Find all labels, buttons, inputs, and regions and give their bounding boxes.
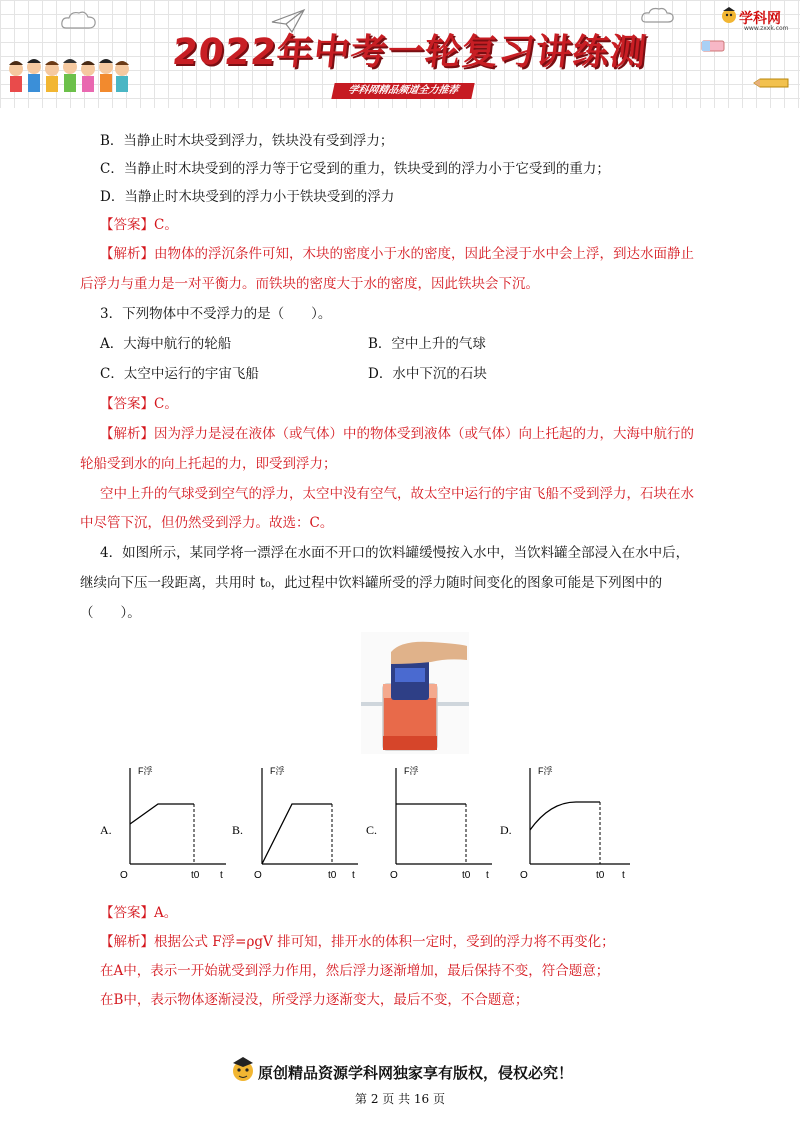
- q3-option-c: C．太空中运行的宇宙飞船: [100, 366, 259, 382]
- question-4-stem-line-1: 4．如图所示，某同学将一漂浮在水面不开口的饮料罐缓慢按入水中，当饮料罐全部浸入在水中后，: [100, 545, 690, 561]
- graph-t0-label: t0: [596, 870, 605, 881]
- explanation-1-line-1: [100, 244, 694, 264]
- copyright-notice: 原创精品资源学科网独家享有版权，侵权必究！: [258, 1064, 574, 1082]
- explanation-1-line-2: 后浮力与重力是一对平衡力。而铁块的密度大于水的密度，因此铁块会下沉。: [80, 276, 539, 292]
- graph-y-label: F浮: [138, 766, 153, 776]
- eraser-icon: [700, 38, 726, 54]
- explanation-2-line-2: 轮船受到水的向上托起的力，即受到浮力；: [80, 456, 337, 472]
- cloud-icon: [60, 10, 100, 34]
- answer-value: C。: [154, 217, 178, 233]
- answer-2: [100, 394, 178, 414]
- explanation-text: 因为浮力是浸在液体（或气体）中的物体受到液体（或气体）向上托起的力，大海中航行的: [154, 426, 694, 442]
- graph-option-label: B.: [232, 823, 244, 837]
- graph-t-label: t: [622, 870, 625, 881]
- graph-t0-label: t0: [328, 870, 337, 881]
- q3-option-b: B．空中上升的气球: [368, 336, 486, 352]
- option-c-text: C．当静止时木块受到的浮力等于它受到的重力，铁块受到的浮力小于它受到的重力；: [100, 161, 610, 177]
- graph-y-label: F浮: [538, 766, 553, 776]
- graph-origin: O: [390, 870, 398, 881]
- question-4-stem-line-2: 继续向下压一段距离，共用时 t₀，此过程中饮料罐所受的浮力随时间变化的图象可能是下列图中的: [80, 575, 663, 591]
- explanation-3-line-1: [100, 932, 615, 952]
- graph-origin: O: [254, 870, 262, 881]
- explanation-text: 根据公式 F浮=ρgV 排可知，排开水的体积一定时，受到的浮力将不再变化；: [154, 934, 615, 950]
- option-d-text: D．当静止时木块受到的浮力小于铁块受到的浮力: [100, 189, 395, 205]
- graph-d: [496, 760, 636, 885]
- graph-b: [228, 760, 368, 885]
- header-title: 2022年中考一轮复习讲练测: [170, 32, 649, 73]
- graph-t-label: t: [486, 870, 489, 881]
- graph-origin: O: [120, 870, 128, 881]
- graph-option-label: D.: [500, 823, 512, 837]
- graph-t-label: t: [352, 870, 355, 881]
- graph-option-label: C.: [366, 823, 378, 837]
- answer-3: [100, 903, 177, 923]
- explanation-2-line-3: 空中上升的气球受到空气的浮力，太空中没有空气，故太空中运行的宇宙飞船不受到浮力，石块在水: [100, 486, 694, 502]
- explanation-3-line-2: 在A中，表示一开始就受到浮力作用，然后浮力逐渐增加，最后保持不变，符合题意；: [100, 963, 610, 979]
- experiment-photo: [361, 632, 469, 754]
- cloud-icon: [640, 6, 676, 26]
- explanation-2-line-4: 中尽管下沉，但仍然受到浮力。故选：C。: [80, 515, 334, 531]
- answer-tag: 【答案】: [100, 217, 154, 233]
- explanation-tag: 【解析】: [100, 426, 154, 442]
- graph-option-label: A.: [100, 823, 112, 837]
- explanation-text: 由物体的浮沉条件可知，木块的密度小于水的密度，因此全浸于水中会上浮，到达水面静止: [154, 246, 694, 262]
- explanation-2-line-1: [100, 424, 694, 444]
- answer-tag: 【答案】: [100, 905, 154, 921]
- graph-y-label: F浮: [270, 766, 285, 776]
- brand-url: www.zxxk.com: [744, 25, 789, 32]
- page-number: 第 2 页 共 16 页: [355, 1092, 445, 1106]
- graph-t0-label: t0: [462, 870, 471, 881]
- mascot-icon: [230, 1055, 256, 1085]
- children-illustration: [4, 55, 134, 105]
- question-4-stem-line-3: （ ）。: [80, 605, 141, 621]
- graph-c: [362, 760, 502, 885]
- graph-origin: O: [520, 870, 528, 881]
- question-3-stem: 3．下列物体中不受浮力的是（ ）。: [100, 306, 332, 322]
- page-header: [0, 0, 800, 108]
- pencil-icon: [752, 76, 792, 90]
- q3-option-d: D．水中下沉的石块: [368, 366, 487, 382]
- explanation-3-line-3: 在B中，表示物体逐渐浸没，所受浮力逐渐变大，最后不变，不合题意；: [100, 992, 529, 1008]
- explanation-tag: 【解析】: [100, 246, 154, 262]
- option-b-text: B．当静止时木块受到浮力，铁块没有受到浮力；: [100, 133, 394, 149]
- brand-name: 学科网: [739, 11, 781, 27]
- graph-y-label: F浮: [404, 766, 419, 776]
- answer-value: A。: [154, 905, 178, 921]
- q3-option-a: A．大海中航行的轮船: [100, 336, 232, 352]
- answer-tag: 【答案】: [100, 396, 154, 412]
- graph-t-label: t: [220, 870, 223, 881]
- answer-1: [100, 215, 178, 235]
- graph-t0-label: t0: [191, 870, 200, 881]
- header-banner: 学科网精品频道全力推荐: [331, 83, 474, 99]
- answer-value: C。: [154, 396, 178, 412]
- graph-a: [96, 760, 236, 885]
- explanation-tag: 【解析】: [100, 934, 154, 950]
